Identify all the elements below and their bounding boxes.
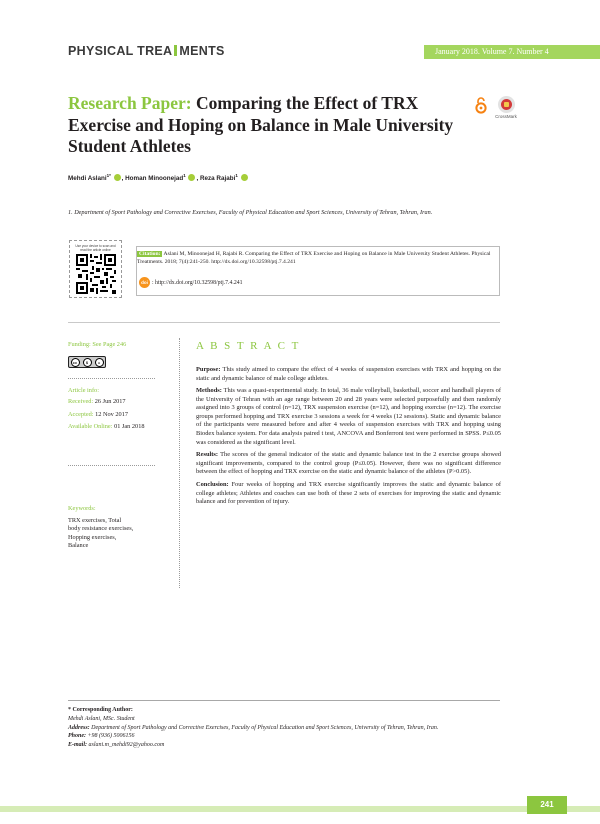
doi-line[interactable] (139, 277, 243, 288)
keywords-line: Balance (68, 542, 89, 549)
qr-box (69, 240, 122, 298)
divider (68, 465, 155, 466)
citation (137, 250, 497, 267)
column-divider (179, 338, 180, 588)
funding-link[interactable]: See Page 246 (92, 341, 127, 348)
keywords-label: Keywords: (68, 505, 96, 512)
author-name: Homan Minoonejad (125, 175, 184, 183)
cc-license-icon[interactable]: cc $ = (68, 356, 106, 368)
citation-text: Aslani M, Minoonejad H, Rajabi R. Comparing the Effect of TRX Exercise and Hoping on Balance in Male University Student Athletes. Physical Treatments. 2018; 7(4):241-250. http://dx.doi.org/10.32598/ptj.7.4.241 (137, 251, 491, 266)
article-type-label: Research Paper: (68, 93, 192, 113)
journal-logo: PHYSICAL TREA MENTS (68, 44, 225, 58)
orcid-icon[interactable] (114, 174, 121, 181)
page-number: 241 (527, 796, 567, 814)
received-date: 26 Jun 2017 (94, 398, 126, 406)
accepted-label: Accepted: (68, 410, 94, 418)
corresponding-author (68, 706, 500, 750)
abstract-methods: Methods: This was a quasi-experimental study. In total, 36 male volleyball, basketball, soccer and handball players of the University of Tehran with an age range between 20 and 28 years were selected purposefully and then randomly assigned into 3 groups of control (n=12), TRX suspension exercise (n=12), and hopping exercise (n=12). The exercise groups performed hopping and TRX exercise 3 sessions a week for 4 weeks (12 sessions). Static and dynamic balance of the participants were measured before and after 4 weeks of suspension exercises with TRX and hopping using Biodex balance system. For data analysis paired t test, ANCOVA and Bonferroni test were performed in SPSS. P≤0.05 was considered as the significant level. (196, 387, 502, 446)
footer-bar (0, 806, 600, 812)
qr-code-icon[interactable] (76, 254, 116, 294)
corresponding-email: E-mail: aslani.m_mehdi92@yahoo.com (68, 742, 165, 749)
open-access-icon (474, 96, 488, 114)
corresponding-name: Mehdi Aslani, MSc. Student (68, 715, 135, 722)
article-title-text: Comparing the Effect of TRX Exercise and Hoping on Balance in Male University Student Athletes (68, 93, 454, 156)
affiliation: 1. Department of Sport Pathology and Corrective Exercises, Faculty of Physical Education and Sport Sciences, University of Tehran, Tehran, Iran. (68, 209, 433, 216)
article-info (68, 387, 145, 432)
funding (68, 341, 126, 350)
author-list: Mehdi Aslani$^{1*}$ , Homan Minoonejad$^1$ , Reza Rajabi$^1$ (68, 173, 249, 182)
author-marks: 1 (183, 173, 186, 178)
keywords-line: Hopping exercises, (68, 533, 117, 541)
funding-label: Funding: (68, 341, 91, 348)
author-name: Reza Rajabi (199, 175, 236, 183)
divider (68, 700, 500, 701)
corresponding-phone: Phone: +98 (936) 5006156 (68, 733, 135, 740)
doi-link: : http://dx.doi.org/10.32598/ptj.7.4.241 (152, 279, 243, 286)
article-title (68, 93, 464, 158)
issue-info: January 2018. Volume 7. Number 4 (424, 45, 600, 59)
abstract-body (196, 366, 501, 511)
author-name: Mehdi Aslani (68, 175, 107, 183)
abstract-conclusion: Conclusion: Four weeks of hopping and TRX exercise significantly improves the static and dynamic balance of college athletes; Athletes and coaches can use both of these 2 sets of exercises for improving the static and dynamic balance and for prevention of injury. (196, 481, 501, 506)
abstract-heading: A B S T R A C T (196, 340, 301, 352)
divider (68, 322, 500, 323)
orcid-icon[interactable] (241, 174, 248, 181)
article-info-label: Article info: (68, 387, 99, 394)
orcid-icon[interactable] (188, 174, 195, 181)
corresponding-heading: * Corresponding Author: (68, 707, 133, 713)
keywords (68, 505, 133, 551)
online-date: 01 Jan 2018 (114, 423, 145, 431)
author-marks: 1 (235, 173, 238, 178)
crossmark-icon[interactable]: CrossMark (495, 96, 517, 122)
doi-icon: doi (139, 277, 150, 288)
divider (68, 378, 155, 379)
received-label: Received: (68, 398, 94, 406)
abstract-purpose: Purpose: This study aimed to compare the effect of 4 weeks of suspension exercises with TRX and hopping on the static and dynamic balance of male college athletes. (196, 366, 502, 382)
keywords-line: TRX exercises, Total (68, 516, 122, 524)
qr-caption: Use your device to scan and read the article online (75, 244, 116, 252)
abstract-results: Results: The scores of the general indicator of the static and dynamic balance test in the 2 exercise groups showed significant improvements, compared to the control group (P≤0.05). However, there was no significant difference between the effect of hopping and TRX exercise on the static and dynamic balance of the athletes (P>0.05). (196, 451, 502, 476)
online-label: Available Online: (68, 423, 113, 431)
corresponding-address: Address: Department of Sport Pathology and Corrective Exercises, Faculty of Physical Education and Sport Sciences, University of Tehran, Tehran, Iran. (68, 724, 439, 731)
citation-label: Citation: (139, 251, 161, 257)
keywords-line: body resistance exercises, (68, 525, 134, 532)
author-marks: 1* (106, 173, 111, 178)
accepted-date: 12 Nov 2017 (95, 410, 128, 418)
